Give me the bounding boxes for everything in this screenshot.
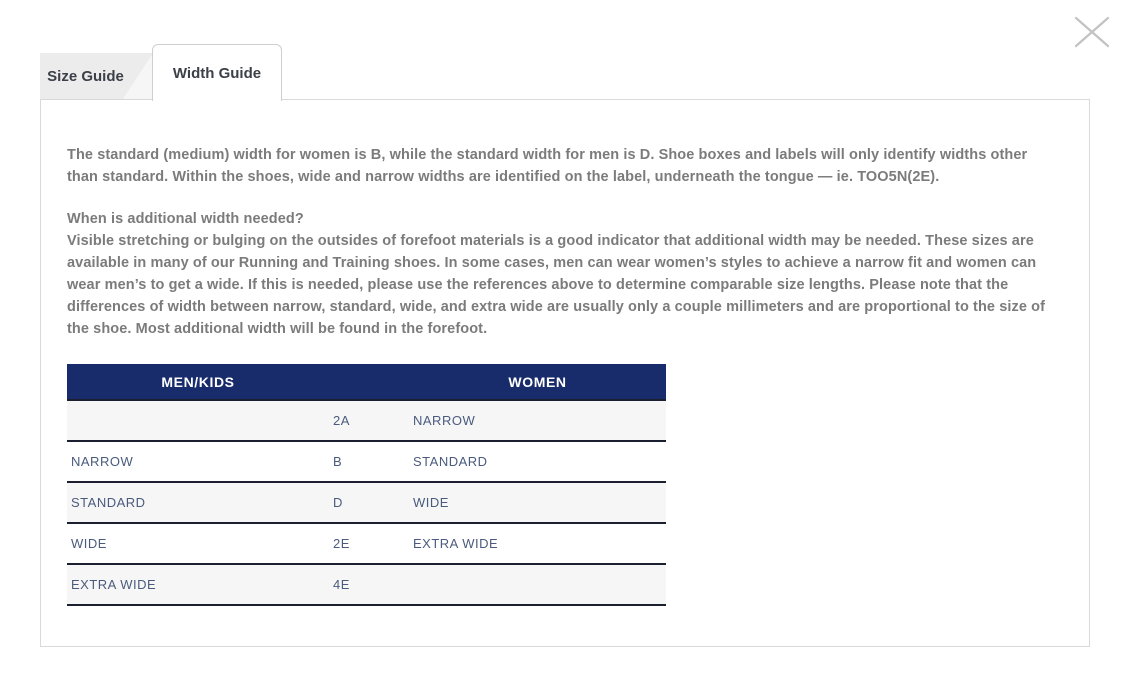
table-cell: B — [333, 454, 343, 469]
question-heading: When is additional width needed? — [67, 211, 304, 227]
table-header-men-kids: MEN/KIDS — [67, 364, 329, 400]
table-row — [67, 482, 666, 523]
guide-panel — [40, 99, 1090, 647]
close-button[interactable] — [1070, 12, 1114, 54]
table-cell: 2A — [333, 413, 350, 428]
table-cell: STANDARD — [71, 495, 146, 510]
tab-width-guide[interactable] — [152, 44, 282, 101]
width-comparison-table — [67, 364, 666, 606]
width-guide-copy — [41, 100, 1053, 340]
table-row — [67, 564, 666, 605]
table-cell: EXTRA WIDE — [413, 536, 499, 551]
table-cell: EXTRA WIDE — [71, 577, 157, 592]
close-icon — [1073, 14, 1111, 50]
table-cell: STANDARD — [413, 454, 488, 469]
question-body: Visible stretching or bulging on the outsides of forefoot materials is a good indicator that additional width may be needed. These sizes are available in many of our Running and Training shoes. In some cases, men can wear women’s styles to achieve a narrow fit and women can wear men’s to get a wide. If this is needed, please use the references above to determine comparable size lengths. Please note that the differences of width between narrow, standard, wide, and extra wide are usually only a couple millimeters and are proportional to the size of the shoe. Most additional width will be found in the forefoot. — [67, 233, 1046, 337]
table-cell: 4E — [333, 577, 350, 592]
table-cell: D — [333, 495, 343, 510]
table-cell — [67, 400, 329, 441]
width-question-paragraph — [67, 208, 1053, 340]
tab-size-guide[interactable] — [40, 53, 153, 99]
tab-width-guide-label: Width Guide — [172, 64, 262, 82]
table-header-spacer — [329, 364, 409, 400]
table-cell: WIDE — [413, 495, 449, 510]
table-cell: 2E — [333, 536, 350, 551]
table-row — [67, 523, 666, 564]
table-cell: NARROW — [413, 413, 476, 428]
table-header-women: WOMEN — [409, 364, 666, 400]
table-cell: WIDE — [71, 536, 107, 551]
tab-size-guide-label: Size Guide — [47, 67, 124, 85]
table-cell: NARROW — [71, 454, 134, 469]
table-header-row — [67, 364, 666, 400]
table-row — [67, 441, 666, 482]
table-cell — [409, 564, 666, 605]
table-row — [67, 400, 666, 441]
width-intro-paragraph: The standard (medium) width for women is B, while the standard width for men is D. Shoe boxes and labels will only identify widths other than standard. Within the shoes, wide and narrow widths are identified on the label, underneath the tongue — ie. TOO5N(2E). — [67, 147, 1028, 185]
